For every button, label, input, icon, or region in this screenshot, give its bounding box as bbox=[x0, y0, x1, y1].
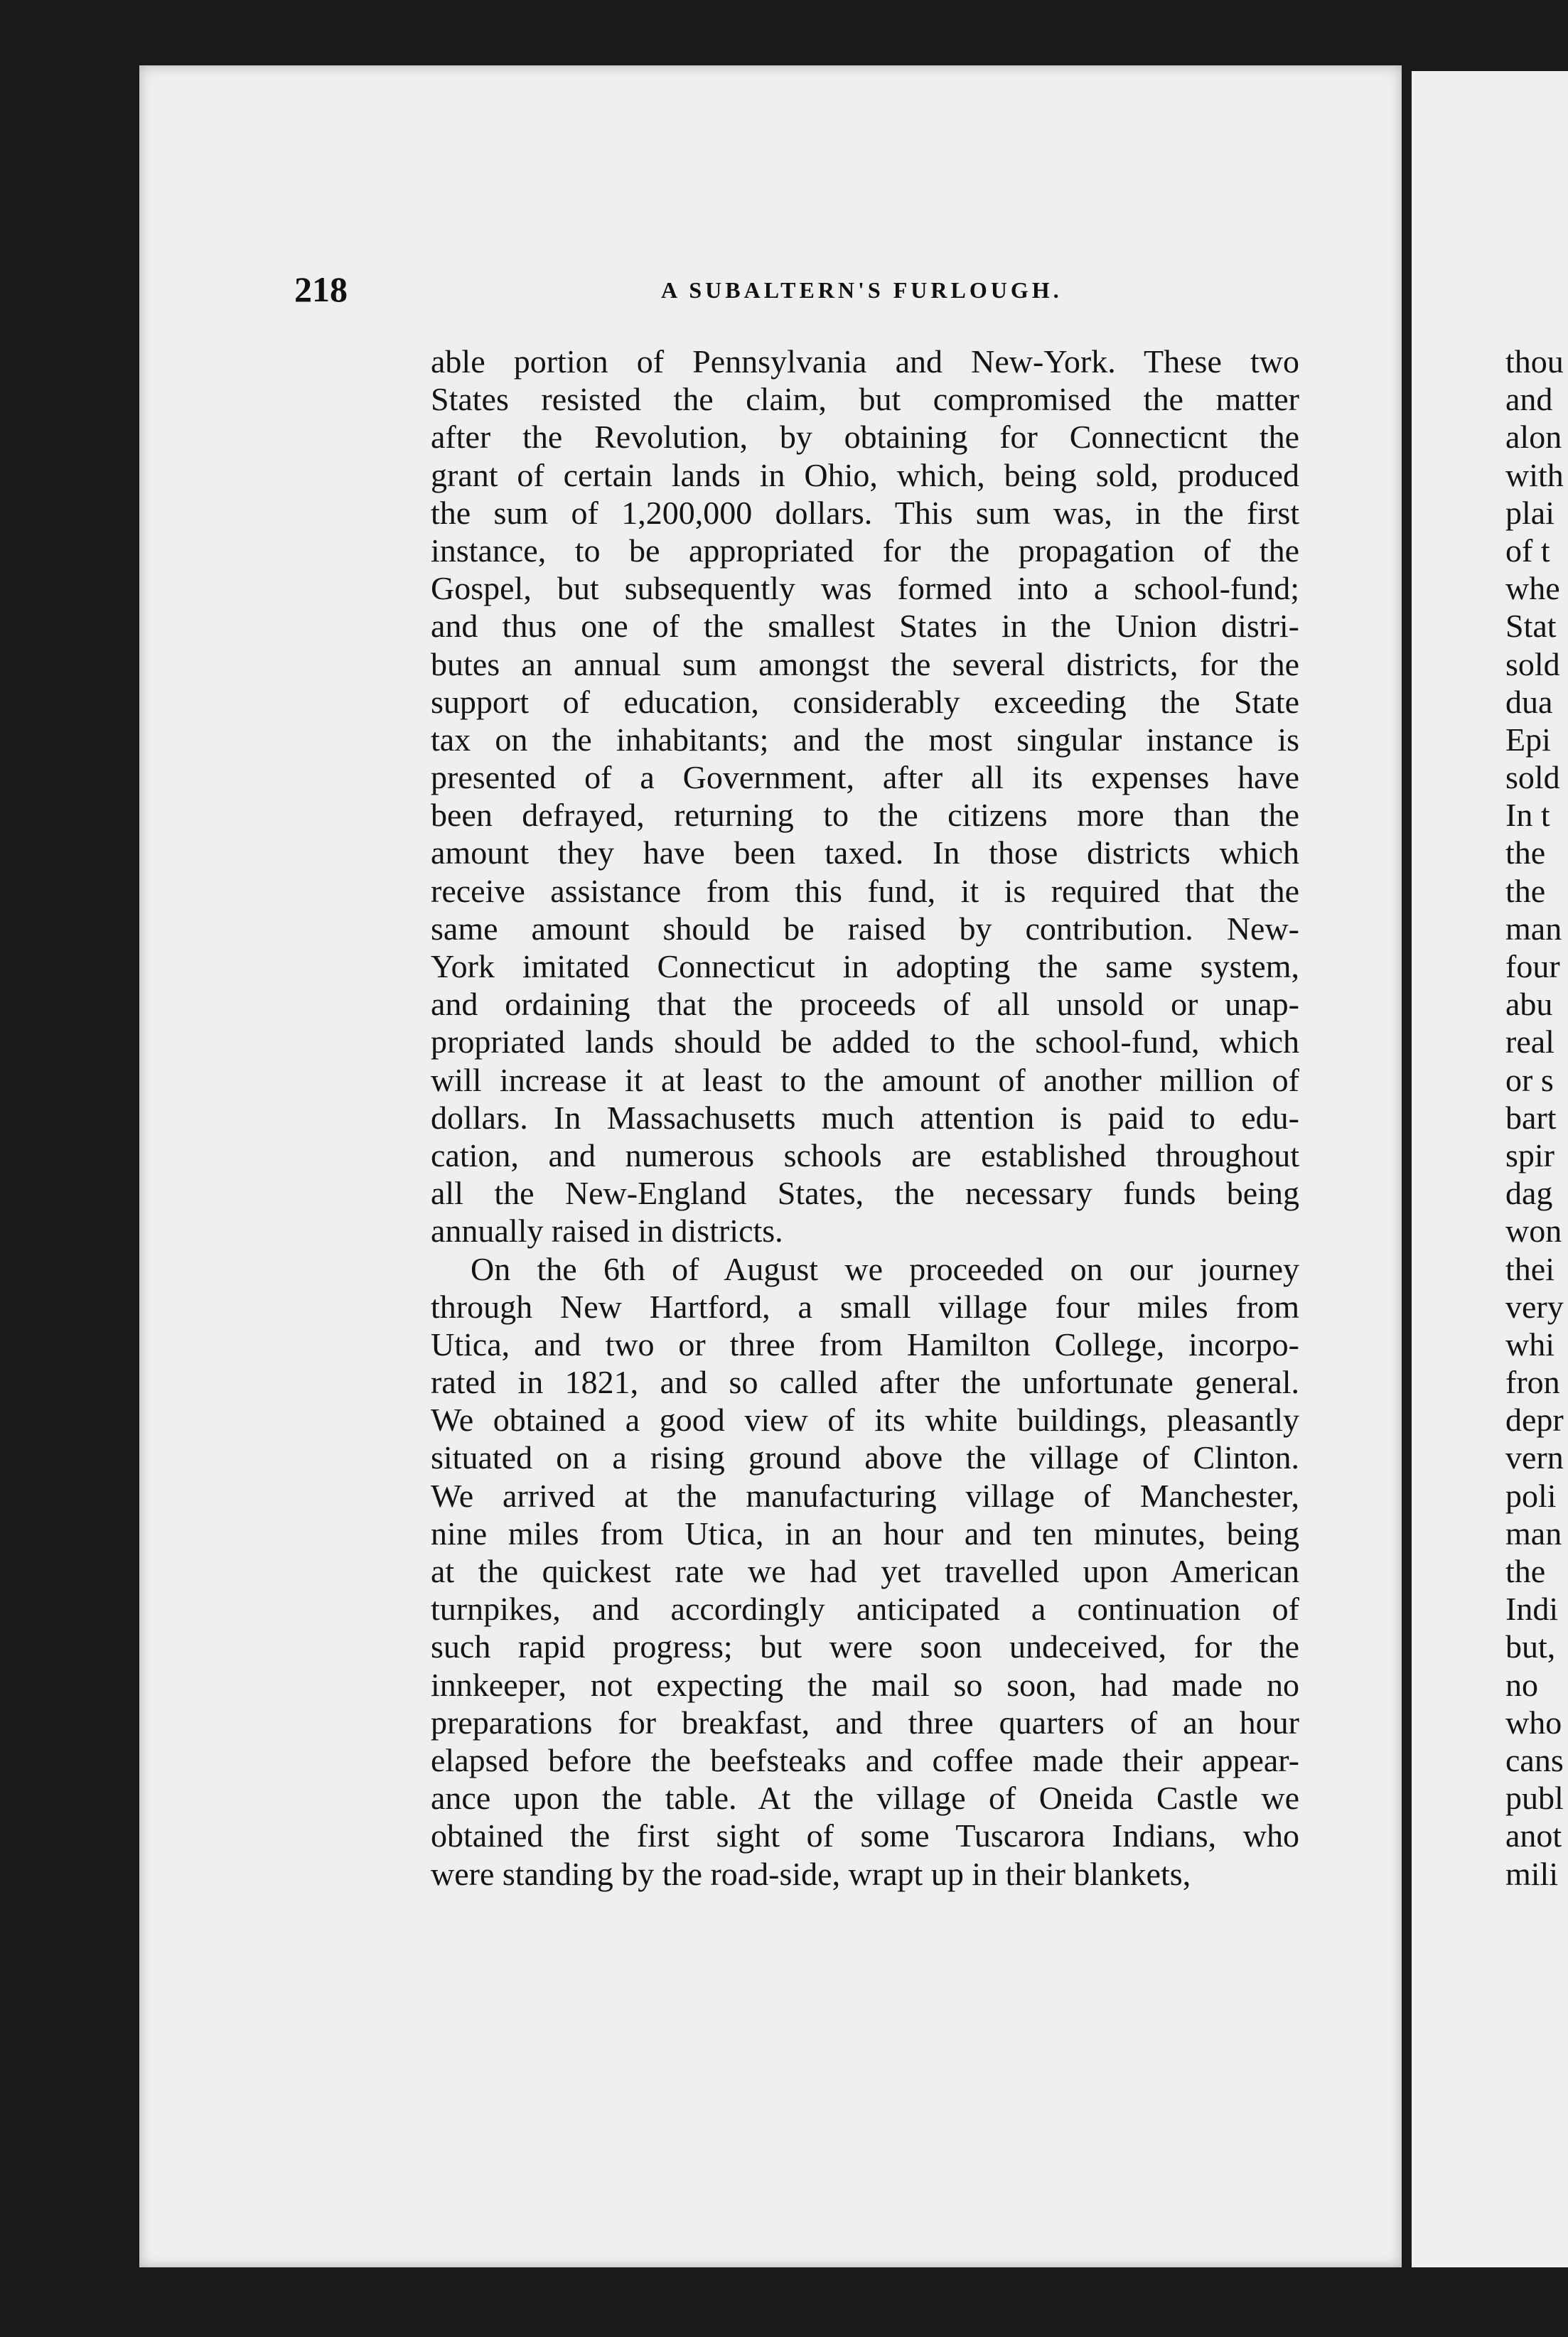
text-line: ance upon the table. At the village of Oneida Castle we bbox=[431, 1780, 1299, 1817]
text-line: preparations for breakfast, and three quarters of an hour bbox=[431, 1704, 1299, 1741]
text-line: amount they have been taxed. In those districts which bbox=[431, 834, 1299, 871]
text-line: States resisted the claim, but compromised the matter bbox=[431, 381, 1299, 418]
text-fragment: abu bbox=[1505, 986, 1553, 1023]
text-line: annually raised in districts. bbox=[431, 1213, 783, 1250]
text-line: Gospel, but subsequently was formed into a school-fund; bbox=[431, 570, 1299, 607]
text-line: propriated lands should be added to the school-fund, which bbox=[431, 1024, 1299, 1060]
text-line: dollars. In Massachusetts much attention is paid to edu- bbox=[431, 1099, 1299, 1136]
text-fragment: poli bbox=[1505, 1477, 1557, 1514]
text-line: at the quickest rate we had yet travelled upon American bbox=[431, 1553, 1299, 1589]
text-line: instance, to be appropriated for the propagation of the bbox=[431, 532, 1299, 569]
text-line: butes an annual sum amongst the several districts, for the bbox=[431, 645, 1299, 682]
text-line: On the 6th of August we proceeded on our journey bbox=[471, 1250, 1299, 1287]
text-line: nine miles from Utica, in an hour and ten minutes, being bbox=[431, 1515, 1299, 1552]
text-fragment: but, bbox=[1505, 1628, 1556, 1665]
text-line: We obtained a good view of its white buildings, pleasantly bbox=[431, 1402, 1299, 1439]
text-fragment: whi bbox=[1505, 1326, 1554, 1363]
text-fragment: Indi bbox=[1505, 1591, 1559, 1628]
text-line: obtained the first sight of some Tuscarora Indians, who bbox=[431, 1817, 1299, 1854]
text-line: able portion of Pennsylvania and New-York. These two bbox=[431, 343, 1299, 380]
text-line: grant of certain lands in Ohio, which, being sold, produced bbox=[431, 456, 1299, 493]
text-fragment: alon bbox=[1505, 419, 1562, 456]
text-fragment: dua bbox=[1505, 683, 1553, 720]
text-line: turnpikes, and accordingly anticipated a continuation of bbox=[431, 1591, 1299, 1628]
text-fragment: In t bbox=[1505, 797, 1550, 834]
page-number: 218 bbox=[294, 269, 348, 309]
text-fragment: publ bbox=[1505, 1780, 1564, 1817]
text-line: situated on a rising ground above the village of Clinton. bbox=[431, 1439, 1299, 1476]
text-fragment: sold bbox=[1505, 645, 1560, 682]
text-line: elapsed before the beefsteaks and coffee made their appear- bbox=[431, 1741, 1299, 1778]
text-line: after the Revolution, by obtaining for Connecticnt the bbox=[431, 419, 1299, 456]
page-header bbox=[294, 269, 1296, 311]
text-line: through New Hartford, a small village four miles from bbox=[431, 1288, 1299, 1325]
text-line: Utica, and two or three from Hamilton College, incorpo- bbox=[431, 1326, 1299, 1363]
text-line: the sum of 1,200,000 dollars. This sum was, in the first bbox=[431, 494, 1299, 531]
text-fragment: or s bbox=[1505, 1061, 1554, 1098]
text-fragment: no bbox=[1505, 1666, 1538, 1703]
right-page-text-fragments bbox=[1505, 343, 1568, 1893]
text-fragment: man bbox=[1505, 910, 1562, 947]
text-line: rated in 1821, and so called after the unfortunate general. bbox=[431, 1364, 1299, 1401]
text-fragment: plai bbox=[1505, 494, 1554, 531]
text-fragment: the bbox=[1505, 1553, 1546, 1589]
body-text bbox=[431, 343, 1299, 1893]
text-fragment: anot bbox=[1505, 1817, 1562, 1854]
text-fragment: of t bbox=[1505, 532, 1550, 569]
text-fragment: Epi bbox=[1505, 721, 1551, 758]
text-fragment: won bbox=[1505, 1213, 1562, 1250]
text-fragment: dag bbox=[1505, 1175, 1553, 1212]
text-line: support of education, considerably exceeding the State bbox=[431, 683, 1299, 720]
text-line: such rapid progress; but were soon undeceived, for the bbox=[431, 1628, 1299, 1665]
text-line: tax on the inhabitants; and the most singular instance is bbox=[431, 721, 1299, 758]
text-line: We arrived at the manufacturing village of Manchester, bbox=[431, 1477, 1299, 1514]
text-fragment: spir bbox=[1505, 1137, 1554, 1173]
text-fragment: bart bbox=[1505, 1099, 1557, 1136]
text-fragment: real bbox=[1505, 1024, 1554, 1060]
text-fragment: depr bbox=[1505, 1402, 1564, 1439]
text-fragment: who bbox=[1505, 1704, 1562, 1741]
text-line: been defrayed, returning to the citizens more than the bbox=[431, 797, 1299, 834]
text-line: innkeeper, not expecting the mail so soon, had made no bbox=[431, 1666, 1299, 1703]
text-fragment: cans bbox=[1505, 1741, 1564, 1778]
text-line: all the New-England States, the necessary funds being bbox=[431, 1175, 1299, 1212]
text-fragment: mili bbox=[1505, 1855, 1559, 1892]
text-fragment: very bbox=[1505, 1288, 1564, 1325]
text-fragment: whe bbox=[1505, 570, 1560, 607]
text-fragment: the bbox=[1505, 872, 1546, 909]
text-line: were standing by the road-side, wrapt up in their blankets, bbox=[431, 1855, 1191, 1892]
text-fragment: man bbox=[1505, 1515, 1562, 1552]
text-line: receive assistance from this fund, it is required that the bbox=[431, 872, 1299, 909]
text-fragment: Stat bbox=[1505, 608, 1557, 645]
text-line: will increase it at least to the amount of another million of bbox=[431, 1061, 1299, 1098]
text-fragment: vern bbox=[1505, 1439, 1564, 1476]
text-line: and ordaining that the proceeds of all unsold or unap- bbox=[431, 986, 1299, 1023]
text-fragment: thou bbox=[1505, 343, 1564, 380]
text-fragment: the bbox=[1505, 834, 1546, 871]
text-line: presented of a Government, after all its expenses have bbox=[431, 759, 1299, 796]
text-line: and thus one of the smallest States in the Union distri- bbox=[431, 608, 1299, 645]
text-line: cation, and numerous schools are established throughout bbox=[431, 1137, 1299, 1173]
text-fragment: with bbox=[1505, 456, 1564, 493]
running-title: A SUBALTERN'S FURLOUGH. bbox=[661, 277, 1063, 303]
text-line: York imitated Connecticut in adopting the same system, bbox=[431, 948, 1299, 984]
text-fragment: and bbox=[1505, 381, 1553, 418]
text-fragment: fron bbox=[1505, 1364, 1560, 1401]
text-line: same amount should be raised by contribution. New- bbox=[431, 910, 1299, 947]
text-fragment: thei bbox=[1505, 1250, 1554, 1287]
text-fragment: four bbox=[1505, 948, 1560, 984]
text-fragment: sold bbox=[1505, 759, 1560, 796]
